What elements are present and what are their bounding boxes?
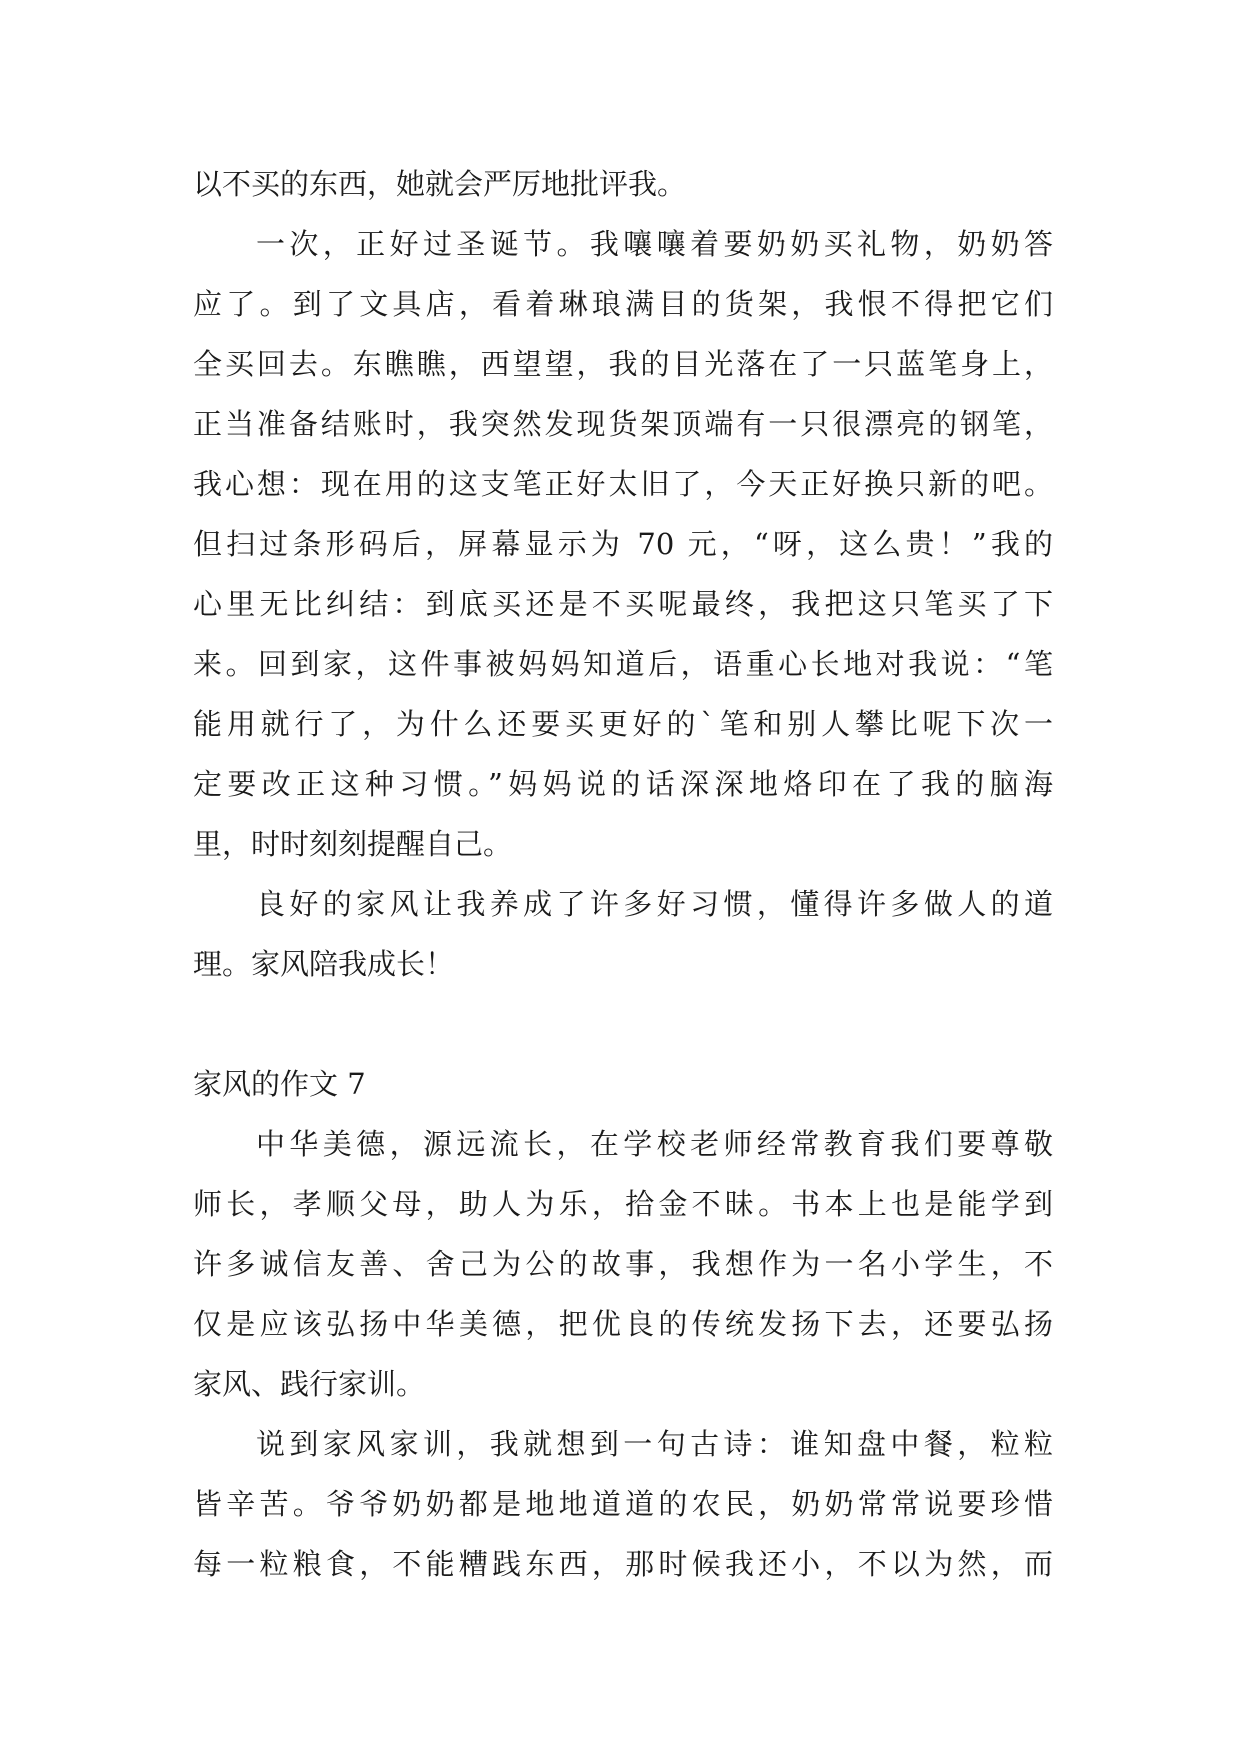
text-line: 理。家风陪我成长！ <box>193 947 455 981</box>
section-title: 家风的作文 7 <box>193 1067 366 1101</box>
text-line: 良好的家风让我养成了许多好习惯，懂得许多做人的道 <box>256 887 1053 921</box>
text-line: 定要改正这种习惯。”妈妈说的话深深地烙印在了我的脑海 <box>193 767 1053 801</box>
text-line: 应了。到了文具店，看着琳琅满目的货架，我恨不得把它们 <box>193 287 1053 321</box>
text-line: 师长，孝顺父母，助人为乐，拾金不昧。书本上也是能学到 <box>193 1187 1053 1221</box>
text-line: 我心想：现在用的这支笔正好太旧了，今天正好换只新的吧。 <box>193 467 1053 501</box>
text-line: 但扫过条形码后，屏幕显示为 70 元，“呀，这么贵！”我的 <box>193 527 1053 561</box>
text-line: 许多诚信友善、舍己为公的故事，我想作为一名小学生，不 <box>193 1247 1053 1281</box>
text-line: 仅是应该弘扬中华美德，把优良的传统发扬下去，还要弘扬 <box>193 1307 1053 1341</box>
text-line: 皆辛苦。爷爷奶奶都是地地道道的农民，奶奶常常说要珍惜 <box>193 1487 1053 1521</box>
text-line: 一次，正好过圣诞节。我嚷嚷着要奶奶买礼物，奶奶答 <box>256 227 1053 261</box>
text-line: 全买回去。东瞧瞧，西望望，我的目光落在了一只蓝笔身上， <box>193 347 1053 381</box>
text-line: 里，时时刻刻提醒自己。 <box>193 827 513 861</box>
text-line: 心里无比纠结：到底买还是不买呢最终，我把这只笔买了下 <box>193 587 1053 621</box>
text-line: 说到家风家训，我就想到一句古诗：谁知盘中餐，粒粒 <box>256 1427 1053 1461</box>
text-line: 来。回到家，这件事被妈妈知道后，语重心长地对我说：“笔 <box>193 647 1053 681</box>
text-line: 能用就行了，为什么还要买更好的`笔和别人攀比呢下次一 <box>193 707 1053 741</box>
text-line: 家风、践行家训。 <box>193 1367 426 1401</box>
text-line: 每一粒粮食，不能糟践东西，那时候我还小，不以为然，而 <box>193 1547 1053 1581</box>
text-line: 正当准备结账时，我突然发现货架顶端有一只很漂亮的钢笔， <box>193 407 1053 441</box>
text-line: 以不买的东西，她就会严厉地批评我。 <box>193 167 687 201</box>
text-line: 中华美德，源远流长，在学校老师经常教育我们要尊敬 <box>256 1127 1053 1161</box>
